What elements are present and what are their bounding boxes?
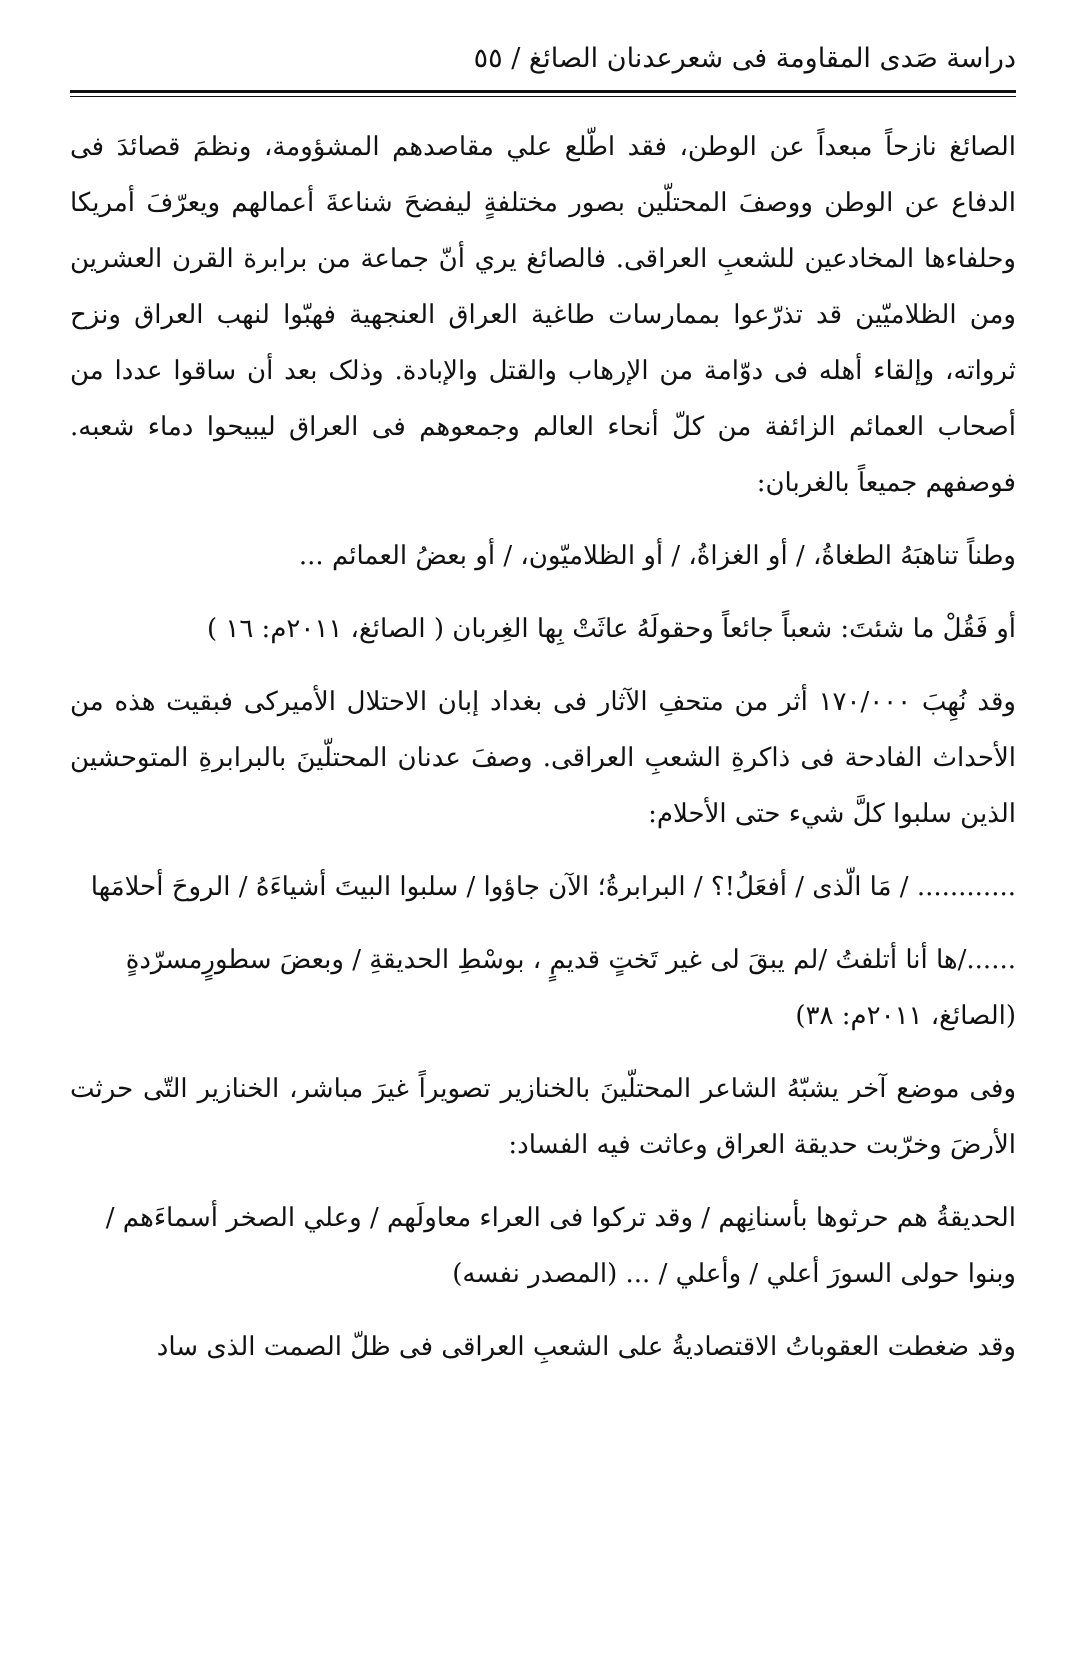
document-page: [70, 30, 1016, 1650]
header-rule-thick: [70, 90, 1016, 93]
verse-line: وطناً تناهبَهُ الطغاةُ، / أو الغزاةُ، / أو الظلاميّون، / أو بعضُ العمائم ...: [298, 541, 1016, 571]
header-rule-thin: [70, 96, 1016, 97]
body-text: [70, 119, 1016, 1375]
paragraph: وقد ضغطت العقوباتُ الاقتصاديةُ على الشعبِ العراقى فى ظلّ الصمت الذى ساد: [156, 1332, 1016, 1362]
verse-stanza: ............ / مَا الّذى / أفعَلُ!؟ / البرابرةُ؛ الآن جاؤوا / سلبوا البيتَ أشياءَهُ / الروحَ أحلامَها: [90, 872, 1016, 902]
verse-line: أو فَقُلْ ما شئتَ: شعباً جائعاً وحقولَهُ عاثَتْ بِها الغِربان ( الصائغ، ٢٠١١م: ١٦ ): [206, 614, 1016, 644]
paragraph: وقد نُهِبَ ١٧٠/٠٠٠ أثر من متحفِ الآثار فى بغداد إبان الاحتلال الأميركى فبقيت هذه من الأحداث الفادحة فى ذاكرةِ الشعبِ العراقى. وصفَ عدنان المحتلّينَ بالبرابرةِ المتوحشين الذين سلبوا كلَّ شيء حتى الأحلام:: [70, 687, 1016, 829]
paragraph: وفى موضع آخر يشبّهُ الشاعر المحتلّينَ بالخنازير تصويراً غيرَ مباشر، الخنازير التّى حرثت الأرضَ وخرّبت حديقة العراق وعاثت فيه الفساد:: [70, 1074, 1016, 1160]
running-header: [70, 30, 1016, 88]
header-title: دراسة صَدى المقاومة فى شعرعدنان الصائغ / ٥٥: [473, 43, 1016, 74]
verse-stanza: الحديقةُ هم حرثوها بأسنانِهم / وقد تركوا فى العراء معاولَهم / وعلي الصخر أسماءَهم / وبنوا حولى السورَ أعلي / وأعلي / ... (المصدر نفسه): [105, 1203, 1016, 1289]
paragraph: الصائغ نازحاً مبعداً عن الوطن، فقد اطّلع علي مقاصدهم المشؤومة، ونظمَ قصائدَ فى الدفاع عن الوطن ووصفَ المحتلّين بصور مختلفةٍ ليفضحَ شناعةَ أعمالهم ويعرّفَ أمريكا وحلفاءها المخادعين للشعبِ العراقى. فالصائغ يري أنّ جماعة من برابرة القرن العشرين ومن الظلاميّين قد تذرّعوا بممارسات طاغية العراق العنجهية فهبّوا لنهب العراق ونزح ثرواته، وإلقاء أهله فى دوّامة من الإرهاب والقتل والإبادة. وذلک بعد أن ساقوا عددا من أصحاب العمائم الزائفة من كلّ أنحاء العالم وجمعوهم فى العراق ليبيحوا دماء شعبه. فوصفهم جميعاً بالغربان:: [70, 132, 1016, 498]
verse-stanza: ....../ها أنا أتلفتُ /لم يبقَ لى غير تَختٍ قديمٍ ، بوسْطِ الحديقةِ / وبعضَ سطورٍمسرّدةٍ (الصائغ، ٢٠١١م: ٣٨): [125, 945, 1016, 1031]
